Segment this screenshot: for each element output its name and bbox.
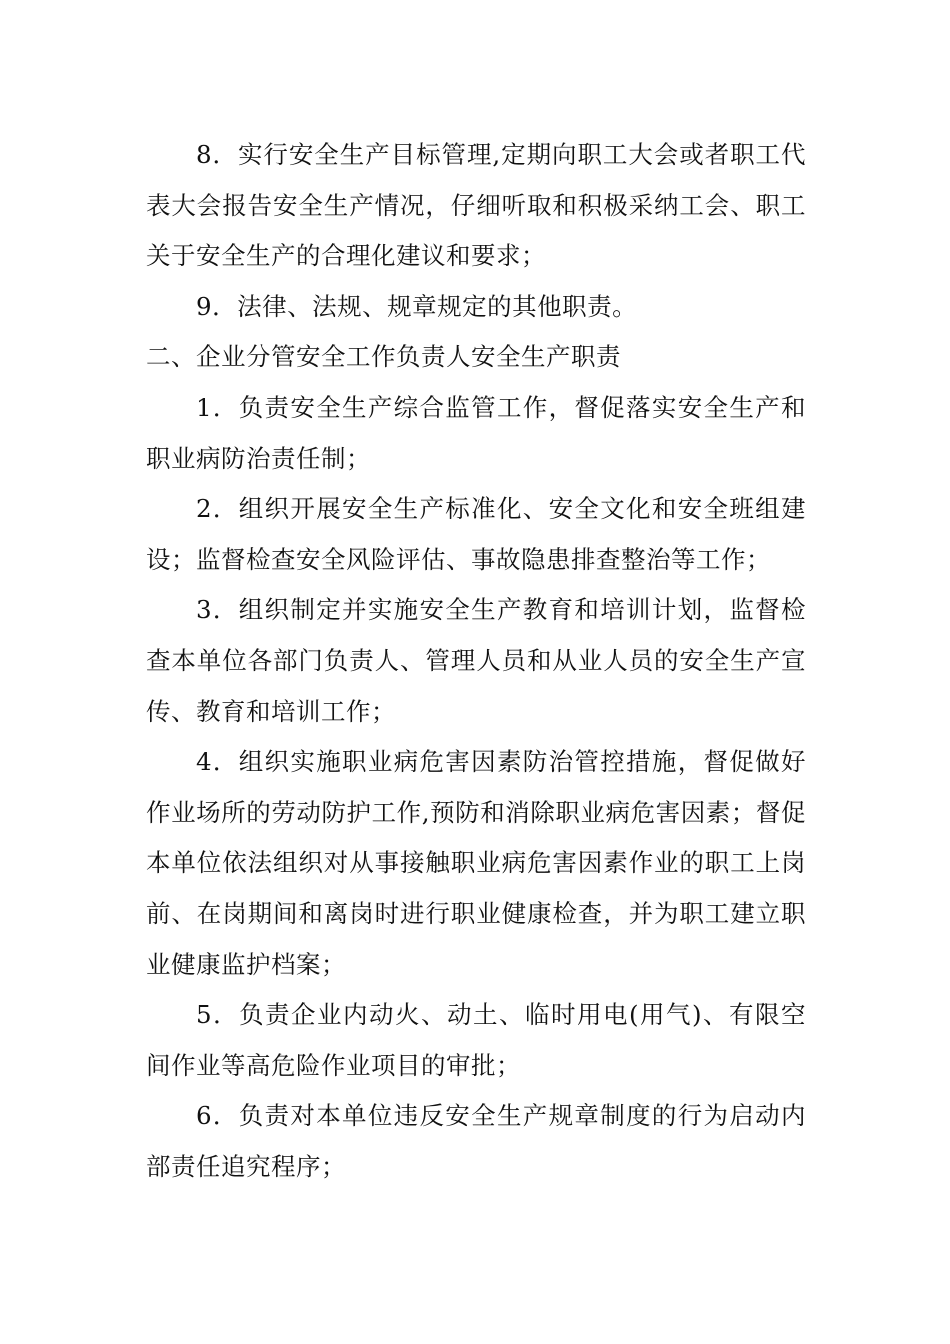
paragraph-item-9: 9．法律、法规、规章规定的其他职责。 bbox=[196, 291, 638, 321]
paragraph-item-2: 2．组织开展安全生产标准化、安全文化和安全班组建设；监督检查安全风险评估、事故隐患排查整治等工作； bbox=[146, 494, 806, 574]
paragraph-item-1: 1．负责安全生产综合监管工作，督促落实安全生产和职业病防治责任制； bbox=[146, 392, 806, 473]
paragraph-item-3: 3．组织制定并实施安全生产教育和培训计划，监督检查本单位各部门负责人、管理人员和从业人员的安全生产宣传、教育和培训工作； bbox=[146, 595, 806, 726]
paragraph-item-6: 6．负责对本单位违反安全生产规章制度的行为启动内部责任追究程序； bbox=[146, 1101, 806, 1181]
paragraph-item-5: 5．负责企业内动火、动土、临时用电(用气)、有限空间作业等高危险作业项目的审批； bbox=[146, 1000, 806, 1080]
section-heading: 二、企业分管安全工作负责人安全生产职责 bbox=[146, 342, 621, 372]
paragraph-item-4: 4．组织实施职业病危害因素防治管控措施，督促做好作业场所的劳动防护工作,预防和消除职业病危害因素；督促本单位依法组织对从事接触职业病危害因素作业的职工上岗前、在岗期间和离岗时进行职业健康检查，并为职工建立职业健康监护档案； bbox=[146, 747, 806, 979]
document-body bbox=[146, 130, 806, 1192]
paragraph-item-8: 8．实行安全生产目标管理,定期向职工大会或者职工代表大会报告安全生产情况，仔细听取和积极采纳工会、职工关于安全生产的合理化建议和要求； bbox=[146, 140, 806, 271]
